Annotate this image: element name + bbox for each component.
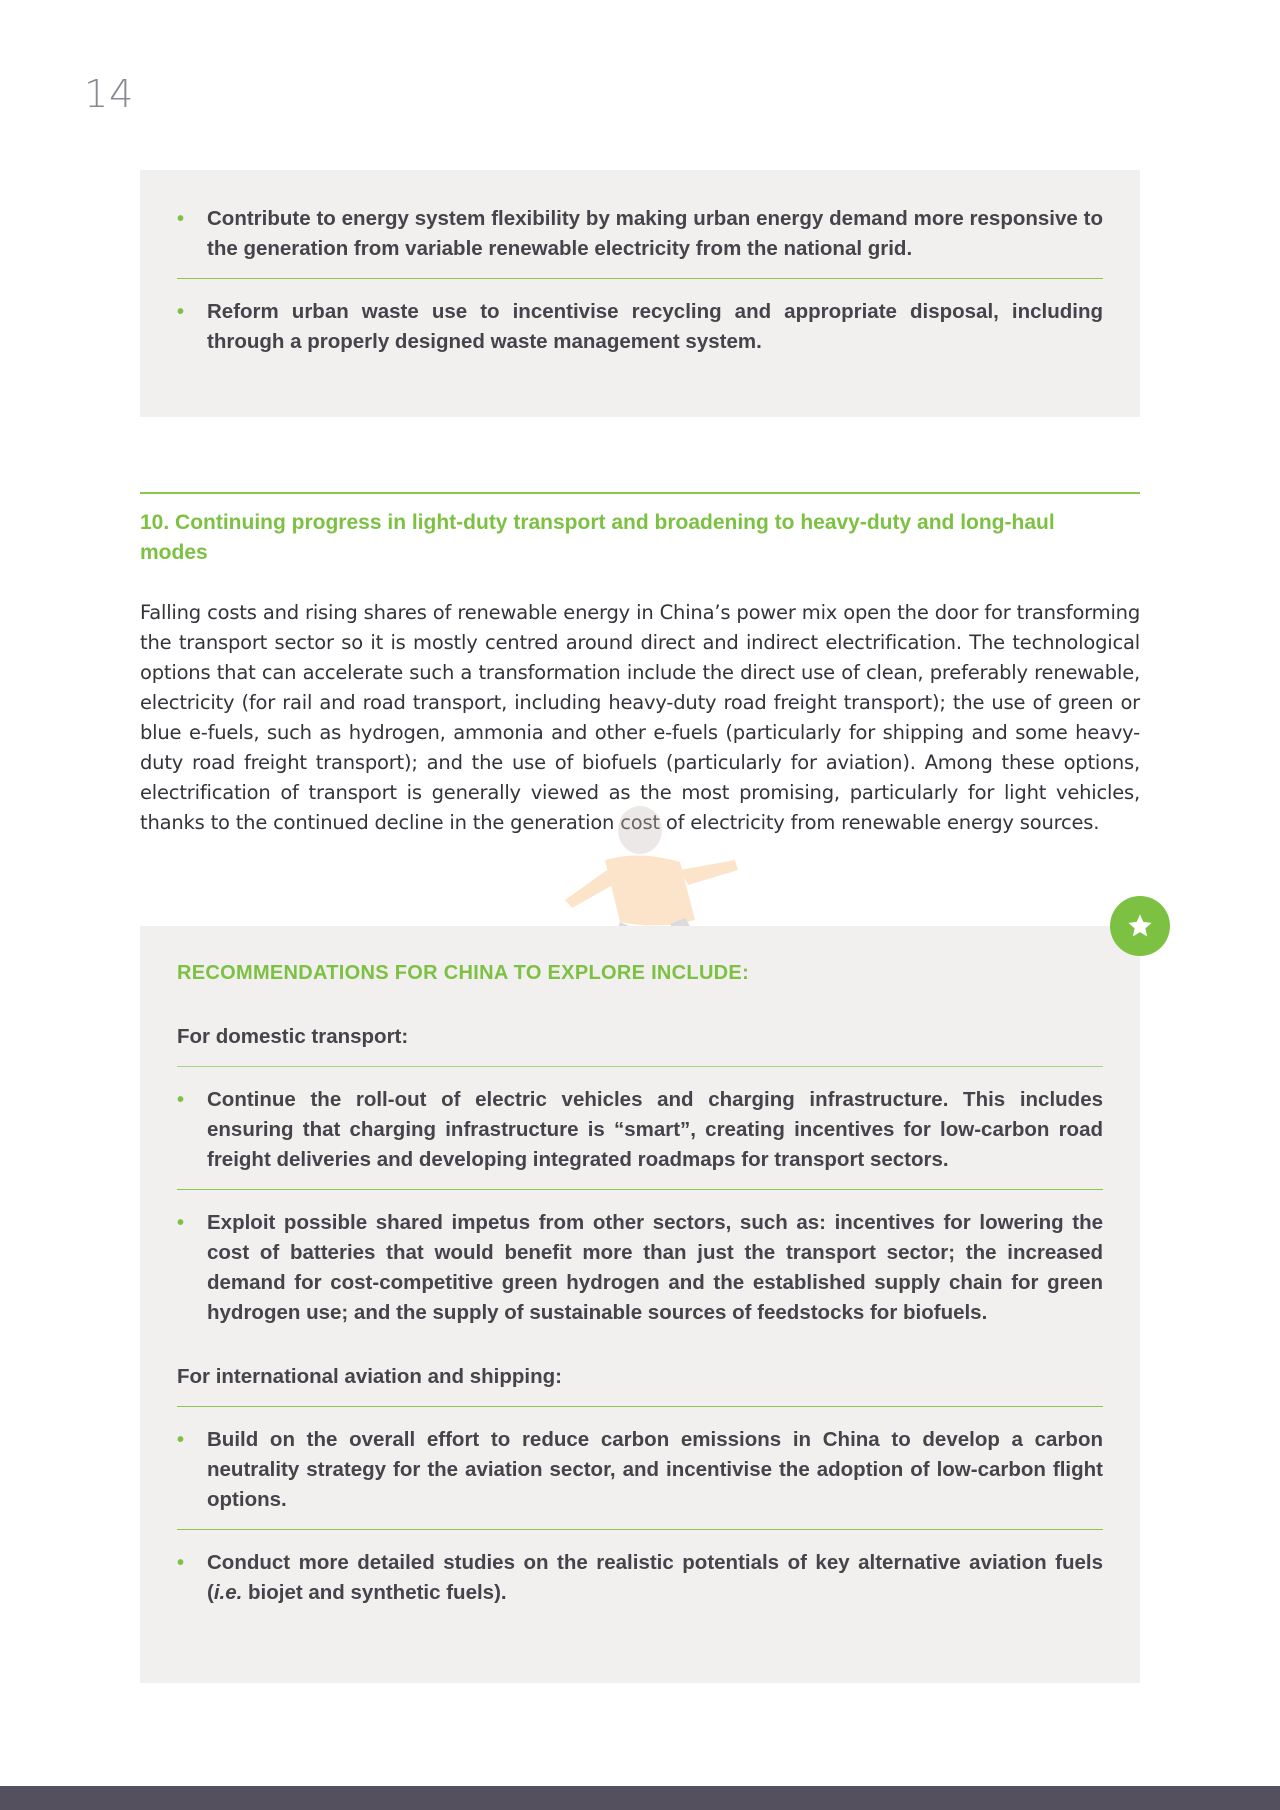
footer-bar	[0, 1786, 1280, 1810]
list-item-text: Build on the overall effort to reduce carbon emissions in China to develop a carbon neutrality strategy for the aviation sector, and incentivise the adoption of low-carbon flight options.	[207, 1428, 1103, 1511]
list-item-text: Exploit possible shared impetus from other sectors, such as: incentives for lowering the cost of batteries that would benefit more than just the transport sector; the increased demand for cost-competitive green hydrogen and the established supply chain for green hydrogen use; and the supply of sustainable sources of feedstocks for biofuels.	[207, 1211, 1103, 1324]
divider	[177, 1066, 1103, 1067]
star-glyph	[1126, 912, 1154, 940]
list-item	[177, 1208, 1103, 1328]
list-item	[177, 297, 1103, 357]
bullet-dot-icon: •	[177, 208, 185, 230]
top-recommendation-box	[140, 170, 1140, 417]
divider	[177, 278, 1103, 279]
bullet-dot-icon: •	[177, 1552, 185, 1574]
list-item-text: Continue the roll-out of electric vehicles and charging infrastructure. This includes ensuring that charging infrastructure is “smart”, creating incentives for low-carbon road freight deliveries and developing integrated roadmaps for transport sectors.	[207, 1088, 1103, 1171]
recommendations-box	[140, 926, 1140, 1683]
bullet-dot-icon: •	[177, 1212, 185, 1234]
divider	[177, 1529, 1103, 1530]
italic-abbreviation: i.e.	[213, 1581, 243, 1604]
domestic-transport-label: For domestic transport:	[177, 1025, 409, 1048]
bullet-dot-icon: •	[177, 1089, 185, 1111]
list-item	[177, 204, 1103, 264]
list-item-text: Contribute to energy system flexibility by making urban energy demand more responsive to the generation from variable renewable electricity from the national grid.	[207, 207, 1103, 260]
section-title: 10. Continuing progress in light-duty transport and broadening to heavy-duty and long-haul modes	[140, 511, 1055, 564]
page-number: 14	[84, 72, 135, 116]
list-item	[177, 1085, 1103, 1175]
list-item	[177, 1548, 1103, 1608]
text-segment: Conduct more detailed studies on the realistic potentials of key alternative aviation fuels (	[207, 1551, 1103, 1604]
section-body: Falling costs and rising shares of renewable energy in China’s power mix open the door for transforming the transport sector so it is mostly centred around direct and indirect electrification. The technological options that can accelerate such a transformation include the direct use of clean, preferably renewable, electricity (for rail and road transport, including heavy-duty road freight transport); the use of green or blue e-fuels, such as hydrogen, ammonia and other e-fuels (particularly for shipping and some heavy-duty road freight transport); and the use of biofuels (particularly for aviation). Among these options, electrification of transport is generally viewed as the most promising, particularly for light vehicles, thanks to the continued decline in the generation cost of electricity from renewable energy sources.	[140, 601, 1140, 834]
international-label: For international aviation and shipping:	[177, 1365, 562, 1388]
divider	[177, 1189, 1103, 1190]
list-item-text	[207, 1551, 1103, 1604]
list-item-text: Reform urban waste use to incentivise recycling and appropriate disposal, including through a properly designed waste management system.	[207, 300, 1103, 353]
star-icon	[1110, 896, 1170, 956]
section-rule	[140, 492, 1140, 494]
text-segment: biojet and synthetic fuels).	[242, 1581, 507, 1604]
divider	[177, 1406, 1103, 1407]
bullet-dot-icon: •	[177, 1429, 185, 1451]
recommendations-heading: RECOMMENDATIONS FOR CHINA TO EXPLORE INCLUDE:	[177, 962, 750, 984]
list-item	[177, 1425, 1103, 1515]
bullet-dot-icon: •	[177, 301, 185, 323]
